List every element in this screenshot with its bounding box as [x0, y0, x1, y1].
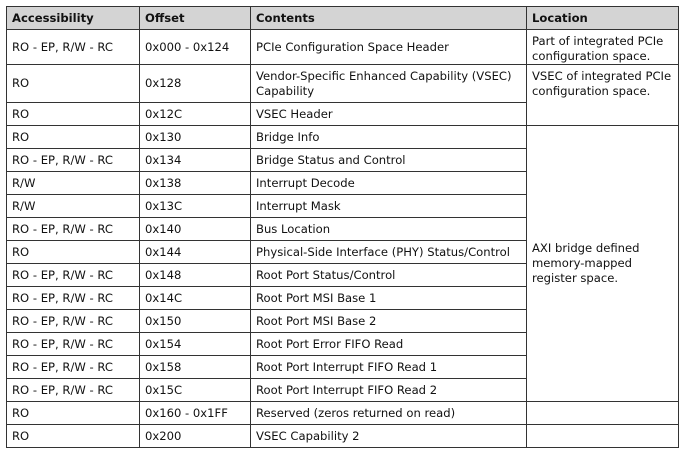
table-row [7, 65, 679, 103]
header-offset: Offset [140, 7, 251, 30]
table-row [7, 425, 679, 448]
header-contents: Contents [251, 7, 527, 30]
access-cell: RO - EP, R/W - RC [7, 287, 140, 310]
contents-cell: PCIe Configuration Space Header [251, 30, 527, 65]
offset-cell: 0x14C [140, 287, 251, 310]
table-row [7, 126, 679, 149]
access-cell: R/W [7, 195, 140, 218]
offset-cell: 0x140 [140, 218, 251, 241]
location-cell: VSEC of integrated PCIe configuration space. [527, 65, 679, 126]
contents-cell: Interrupt Mask [251, 195, 527, 218]
access-cell: RO - EP, R/W - RC [7, 30, 140, 65]
contents-cell: Bus Location [251, 218, 527, 241]
offset-cell: 0x134 [140, 149, 251, 172]
offset-cell: 0x000 - 0x124 [140, 30, 251, 65]
access-cell: RO [7, 241, 140, 264]
contents-cell: VSEC Header [251, 103, 527, 126]
offset-cell: 0x138 [140, 172, 251, 195]
location-cell: Part of integrated PCIe configuration space. [527, 30, 679, 65]
access-cell: RO [7, 126, 140, 149]
access-cell: RO [7, 65, 140, 103]
table-row [7, 402, 679, 425]
offset-cell: 0x154 [140, 333, 251, 356]
location-cell [527, 402, 679, 425]
contents-cell: Physical-Side Interface (PHY) Status/Control [251, 241, 527, 264]
contents-cell: Root Port Interrupt FIFO Read 1 [251, 356, 527, 379]
contents-cell: Root Port MSI Base 2 [251, 310, 527, 333]
contents-cell: Root Port MSI Base 1 [251, 287, 527, 310]
offset-cell: 0x12C [140, 103, 251, 126]
contents-cell: Root Port Interrupt FIFO Read 2 [251, 379, 527, 402]
contents-cell: Vendor-Specific Enhanced Capability (VSEC) Capability [251, 65, 527, 103]
access-cell: RO [7, 425, 140, 448]
access-cell: RO - EP, R/W - RC [7, 149, 140, 172]
contents-cell: Bridge Status and Control [251, 149, 527, 172]
location-cell [527, 425, 679, 448]
table-header-row [7, 7, 679, 30]
access-cell: RO - EP, R/W - RC [7, 379, 140, 402]
offset-cell: 0x150 [140, 310, 251, 333]
contents-cell: VSEC Capability 2 [251, 425, 527, 448]
access-cell: RO - EP, R/W - RC [7, 264, 140, 287]
contents-cell: Root Port Status/Control [251, 264, 527, 287]
header-location: Location [527, 7, 679, 30]
offset-cell: 0x158 [140, 356, 251, 379]
access-cell: RO - EP, R/W - RC [7, 310, 140, 333]
offset-cell: 0x13C [140, 195, 251, 218]
register-map-table [6, 6, 679, 448]
table-row [7, 30, 679, 65]
access-cell: R/W [7, 172, 140, 195]
offset-cell: 0x148 [140, 264, 251, 287]
access-cell: RO - EP, R/W - RC [7, 333, 140, 356]
contents-cell: Bridge Info [251, 126, 527, 149]
offset-cell: 0x160 - 0x1FF [140, 402, 251, 425]
header-accessibility: Accessibility [7, 7, 140, 30]
access-cell: RO [7, 402, 140, 425]
offset-cell: 0x128 [140, 65, 251, 103]
offset-cell: 0x144 [140, 241, 251, 264]
offset-cell: 0x130 [140, 126, 251, 149]
offset-cell: 0x200 [140, 425, 251, 448]
access-cell: RO - EP, R/W - RC [7, 356, 140, 379]
access-cell: RO [7, 103, 140, 126]
offset-cell: 0x15C [140, 379, 251, 402]
location-cell: AXI bridge defined memory-mapped register space. [527, 126, 679, 402]
contents-cell: Interrupt Decode [251, 172, 527, 195]
contents-cell: Root Port Error FIFO Read [251, 333, 527, 356]
contents-cell: Reserved (zeros returned on read) [251, 402, 527, 425]
access-cell: RO - EP, R/W - RC [7, 218, 140, 241]
